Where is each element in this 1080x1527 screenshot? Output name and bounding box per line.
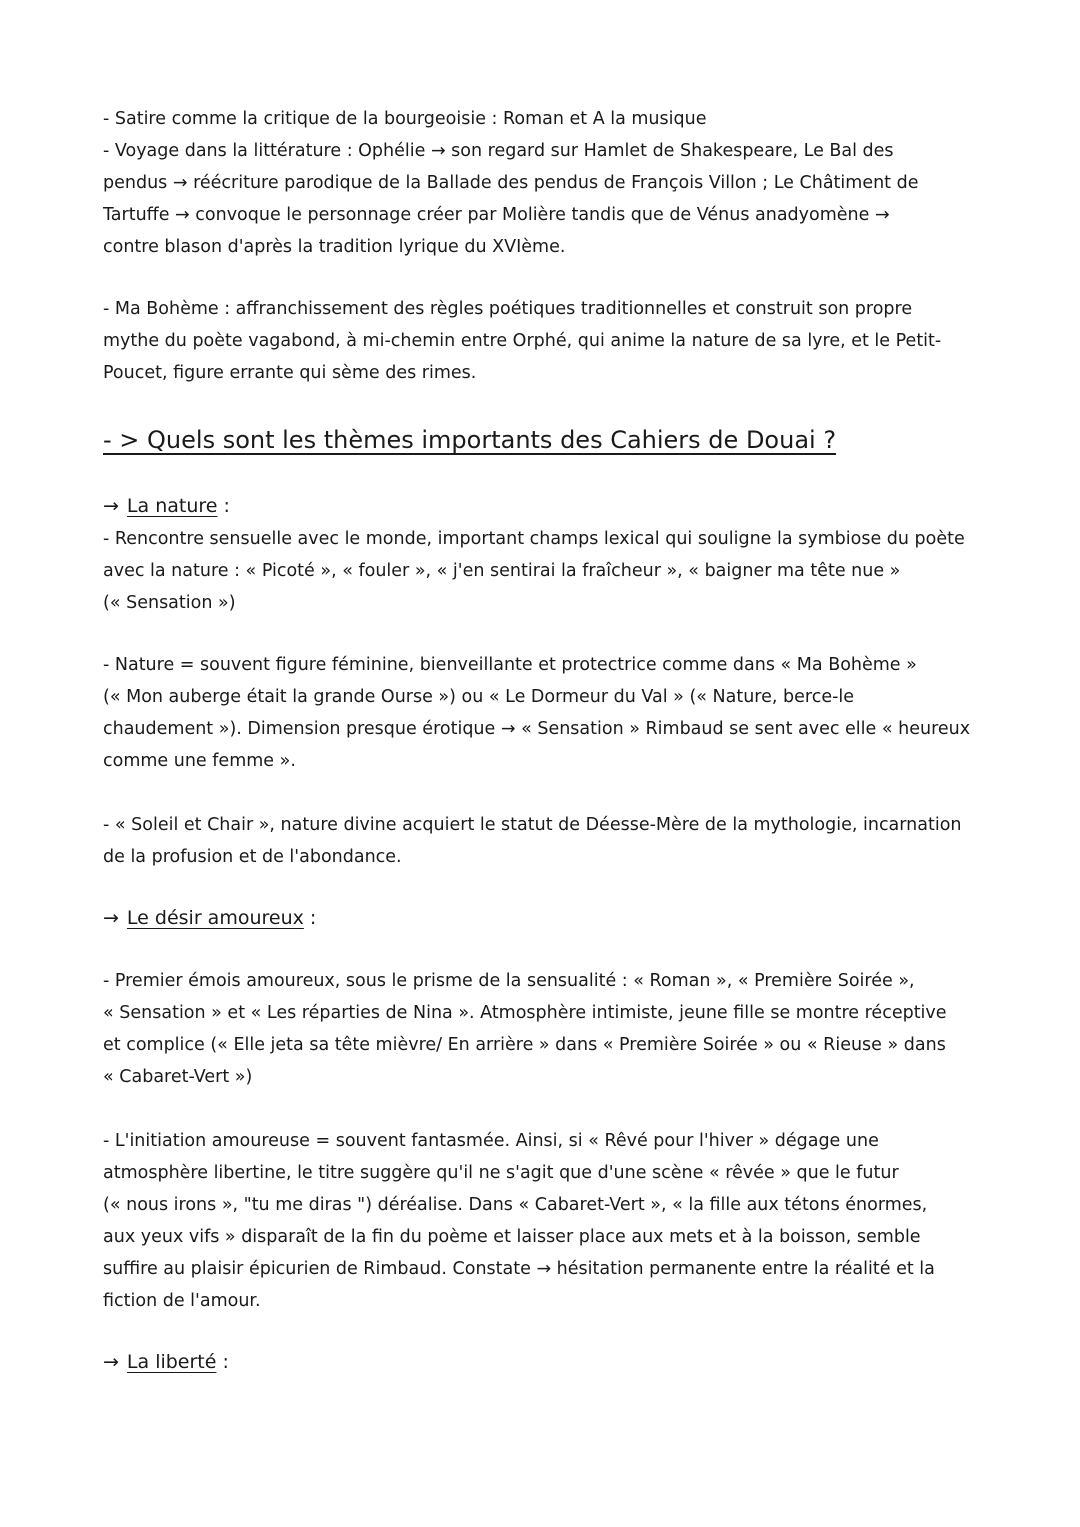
desir-p1-line-2: « Sensation » et « Les réparties de Nina ». Atmosphère intimiste, jeune fille se montre réceptive — [103, 1003, 947, 1023]
right-arrow-icon: → — [103, 907, 119, 929]
nature-p1-line-3: (« Sensation ») — [103, 593, 236, 613]
liberte-label: La liberté — [126, 1351, 217, 1373]
desir-p2-line-4: aux yeux vifs » disparaît de la fin du poème et laisser place aux mets et à la boisson, semble — [103, 1227, 921, 1247]
desir-p2-line-5: suffire au plaisir épicurien de Rimbaud. Constate → hésitation permanente entre la réalité et la — [103, 1259, 935, 1279]
nature-p1-line-2: avec la nature : « Picoté », « fouler », « j'en sentirai la fraîcheur », « baigner ma tête nue » — [103, 561, 901, 581]
right-arrow-icon: → — [103, 1351, 119, 1373]
desir-p2-line-3: (« nous irons », "tu me diras ") déréalise. Dans « Cabaret-Vert », « la fille aux tétons énormes, — [103, 1195, 928, 1215]
boheme-line-3: Poucet, figure errante qui sème des rimes. — [103, 363, 477, 383]
desir-p2-line-1: - L'initiation amoureuse = souvent fantasmée. Ainsi, si « Rêvé pour l'hiver » dégage une — [103, 1131, 879, 1151]
nature-colon: : — [217, 495, 230, 517]
desir-p2-line-6: fiction de l'amour. — [103, 1291, 261, 1311]
section-question-heading: - > Quels sont les thèmes importants des Cahiers de Douai ? — [103, 426, 837, 454]
voyage-line-2: pendus → réécriture parodique de la Ballade des pendus de François Villon ; Le Châtiment de — [103, 173, 919, 193]
voyage-line-1: - Voyage dans la littérature : Ophélie → son regard sur Hamlet de Shakespeare, Le Bal des — [103, 141, 894, 161]
satire-line-1: - Satire comme la critique de la bourgeoisie : Roman et A la musique — [103, 109, 707, 129]
nature-p3-line-2: de la profusion et de l'abondance. — [103, 847, 402, 867]
desir-colon: : — [303, 907, 317, 929]
desir-p1-line-1: - Premier émois amoureux, sous le prisme de la sensualité : « Roman », « Première Soirée », — [103, 971, 915, 991]
desir-label: Le désir amoureux — [126, 907, 304, 929]
liberte-colon: : — [216, 1351, 229, 1373]
voyage-line-4: contre blason d'après la tradition lyrique du XVIème. — [103, 237, 566, 257]
nature-p2-line-1: - Nature = souvent figure féminine, bienveillante et protectrice comme dans « Ma Bohème » — [103, 655, 917, 675]
desir-p2-line-2: atmosphère libertine, le titre suggère qu'il ne s'agit que d'une scène « rêvée » que le futur — [103, 1163, 899, 1183]
nature-p2-line-4: comme une femme ». — [103, 751, 296, 771]
nature-p2-line-3: chaudement »). Dimension presque érotique → « Sensation » Rimbaud se sent avec elle « heureux — [103, 719, 971, 739]
nature-p1-line-1: - Rencontre sensuelle avec le monde, important champs lexical qui souligne la symbiose du poète — [103, 529, 965, 549]
desir-subheading — [103, 906, 316, 930]
boheme-line-1: - Ma Bohème : affranchissement des règles poétiques traditionnelles et construit son propre — [103, 299, 913, 319]
desir-p1-line-3: et complice (« Elle jeta sa tête mièvre/ En arrière » dans « Première Soirée » ou « Rieuse » dans — [103, 1035, 946, 1055]
right-arrow-icon: → — [103, 495, 119, 517]
boheme-line-2: mythe du poète vagabond, à mi-chemin entre Orphé, qui anime la nature de sa lyre, et le Petit- — [103, 331, 942, 351]
nature-label: La nature — [126, 495, 218, 517]
voyage-line-3: Tartuffe → convoque le personnage créer par Molière tandis que de Vénus anadyomène → — [103, 205, 890, 225]
desir-p1-line-4: « Cabaret-Vert ») — [103, 1067, 253, 1087]
liberte-subheading — [103, 1350, 229, 1374]
nature-p3-line-1: - « Soleil et Chair », nature divine acquiert le statut de Déesse-Mère de la mythologie, incarnation — [103, 815, 962, 835]
nature-subheading — [103, 494, 230, 518]
nature-p2-line-2: (« Mon auberge était la grande Ourse ») ou « Le Dormeur du Val » (« Nature, berce-le — [103, 687, 855, 707]
